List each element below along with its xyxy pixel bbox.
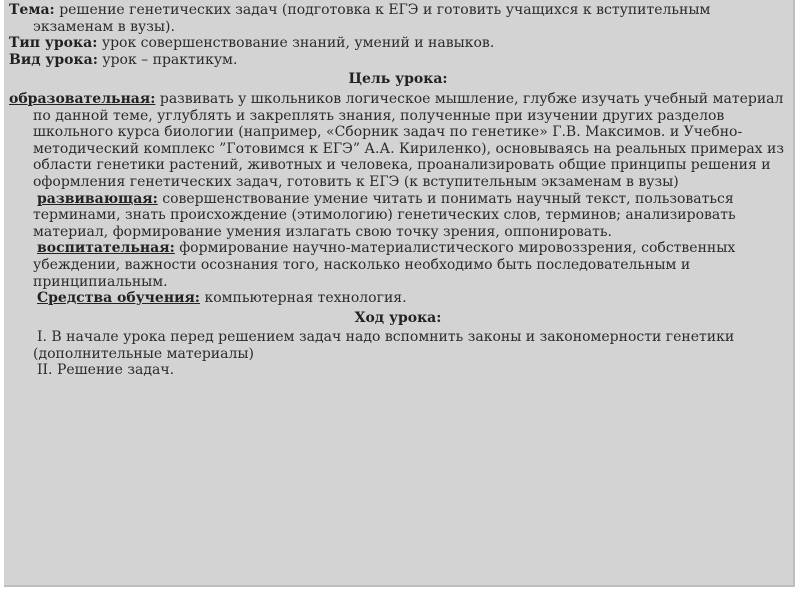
means-label: Средства обучения: <box>37 290 200 307</box>
upbringing-goal <box>9 240 787 290</box>
theme-label: Тема: <box>9 2 55 18</box>
upbringing-label: воспитательная: <box>37 240 175 257</box>
lesson-kind-label: Вид урока: <box>9 51 98 68</box>
lesson-type-line <box>9 35 787 52</box>
procedure-heading: Ход урока: <box>354 309 442 326</box>
content-panel <box>4 0 795 587</box>
theme-text: решение генетических задач (подготовка к ЕГЭ и готовить учащихся к вступительным экзаменам в вузы). <box>33 2 711 35</box>
educational-goal <box>9 91 787 191</box>
lesson-type-text: урок совершенствование знаний, умений и навыков. <box>101 35 495 52</box>
developing-goal <box>9 191 787 241</box>
goal-heading: Цель урока: <box>348 71 448 88</box>
means-text: компьютерная технология. <box>204 290 407 307</box>
procedure-step-1: I. В начале урока перед решением задач надо вспомнить законы и закономерности генетики (дополнительные материалы) <box>33 329 735 362</box>
developing-text: совершенствование умение читать и понимать научный текст, пользоваться терминами, знать происхождение (этимологию) генетических слов, терминов; анализировать материал, формирование умения излагать свою точку зрения, оппонировать. <box>33 190 736 240</box>
lesson-type-label: Тип урока: <box>9 35 98 52</box>
educational-text: развивать у школьников логическое мышление, глубже изучать учебный материал по данной теме, углублять и закреплять знания, полученные при изучении других разделов школьного курса биологии (например, «Сборник задач по генетике» Г.В. Максимов. и Учебно-методический комплекс ”Готовимся к ЕГЭ” А.А. Кириленко), основываясь на реальных примерах из области генетики растений, животных и человека, проанализировать общие принципы решения и оформления генетических задач, готовить к ЕГЭ (к вступительным экзаменам в вузы) <box>33 90 784 190</box>
procedure-step-2: II. Решение задач. <box>37 362 175 379</box>
lesson-kind-line <box>9 52 787 69</box>
lesson-kind-text: урок – практикум. <box>102 51 238 68</box>
upbringing-text: формирование научно-материалистического мировоззрения, собственных убеждении, важности осознания того, насколько необходимо быть последовательным и принципиальным. <box>33 240 736 290</box>
means-line <box>9 290 787 307</box>
developing-label: развивающая: <box>37 190 158 207</box>
educational-label: образовательная: <box>9 90 156 107</box>
theme-line <box>9 2 787 35</box>
